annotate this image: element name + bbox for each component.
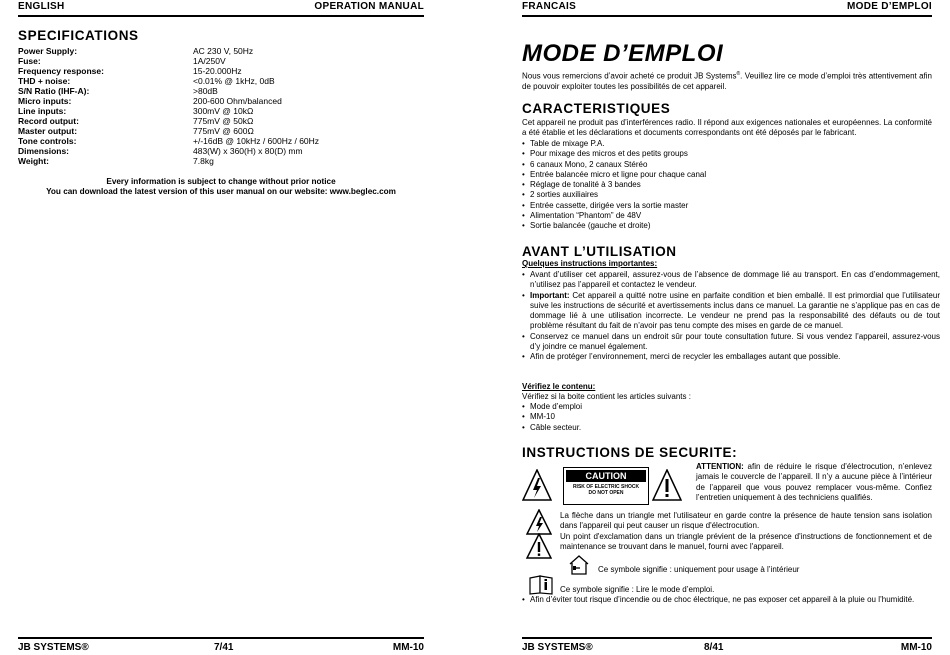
feature-item: • 2 sorties auxiliaires — [530, 190, 940, 200]
feature-item: • Sortie balancée (gauche et droite) — [530, 221, 940, 231]
high-voltage-triangle-icon — [526, 509, 552, 535]
exclamation-triangle-icon — [526, 533, 552, 559]
note-line-1: Every information is subject to change without prior notice — [106, 177, 336, 186]
content-item: • Câble secteur. — [530, 423, 940, 433]
arrow-triangle-text: La flèche dans un triangle met l'utilisateur en garde contre la présence de haute tension sans isolation dans l'appareil qui peut causer un risque d'électrocution. — [560, 511, 932, 531]
header-title: MODE D’EMPLOI — [846, 1, 932, 12]
footer-brand: JB SYSTEMS® — [18, 642, 89, 653]
verify-contents-heading: Vérifiez le contenu: — [522, 382, 596, 391]
right-page — [522, 0, 940, 654]
spec-row — [18, 46, 424, 56]
feature-item: • Pour mixage des micros et des petits groups — [530, 149, 940, 159]
left-page — [18, 0, 424, 654]
spec-value: 775mV @ 50kΩ — [193, 116, 254, 126]
page-header — [522, 1, 932, 17]
spec-value: 7.8kg — [193, 156, 214, 166]
feature-item: • Entrée cassette, dirigée vers la sortie master — [530, 201, 940, 211]
feature-item: • Réglage de tonalité à 3 bandes — [530, 180, 940, 190]
read-manual-text: Ce symbole signifie : Lire le mode d’emploi. — [560, 585, 715, 594]
exclamation-warning-icon — [652, 469, 682, 501]
read-manual-icon — [528, 575, 554, 595]
content-item: • MM-10 — [530, 412, 940, 422]
spec-row — [18, 86, 424, 96]
caution-do-not-open: DO NOT OPEN — [588, 490, 624, 496]
note-line-2: You can download the latest version of this user manual on our website: www.beglec.com — [46, 187, 396, 196]
spec-label: Fuse: — [18, 56, 41, 66]
spec-label: S/N Ratio (IHF-A): — [18, 86, 90, 96]
intro-paragraph — [522, 69, 932, 92]
important-instructions-heading: Quelques instructions importantes: — [522, 259, 658, 268]
footer-model: MM-10 — [900, 642, 932, 653]
page-header — [18, 1, 424, 17]
securite-title: INSTRUCTIONS DE SECURITE: — [522, 445, 738, 460]
verify-contents-text: Vérifiez si la boite contient les articles suivants : — [522, 392, 691, 401]
spec-row — [18, 56, 424, 66]
spec-value: +/-16dB @ 10kHz / 600Hz / 60Hz — [193, 136, 320, 146]
spec-row — [18, 156, 424, 166]
spec-label: Frequency response: — [18, 66, 104, 76]
intro-text-b: . Veuillez lire ce mode d’emploi très attentivement afin de pouvoir exploiter toutes les possibilités de cet appareil. — [522, 71, 932, 91]
footer-brand: JB SYSTEMS® — [522, 642, 593, 653]
attention-text: afin de réduire le risque d’électrocution, n’enlevez jamais le couvercle de l’appareil. Il n’y a aucune pièce à l’intérieur de l’appareil que vous pouvez remplacer vous-même. Confiez l’entretien uniquement à des techniciens qualifiés. — [696, 462, 932, 502]
spec-value: 15-20.000Hz — [193, 66, 242, 76]
spec-row — [18, 76, 424, 86]
spec-row — [18, 106, 424, 116]
spec-value: 775mV @ 600Ω — [193, 126, 254, 136]
page-title: MODE D’EMPLOI — [522, 40, 724, 67]
spec-label: Tone controls: — [18, 136, 77, 146]
caracteristiques-title: CARACTERISTIQUES — [522, 101, 671, 116]
spec-row — [18, 146, 424, 156]
spec-value: 1A/250V — [193, 56, 226, 66]
content-item: • Mode d’emploi — [530, 402, 940, 412]
indoor-use-text: Ce symbole signifie : uniquement pour usage à l’intérieur — [598, 565, 800, 574]
footer-page-number: 8/41 — [704, 642, 724, 653]
caution-risk-text: RISK OF ELECTRIC SHOCK — [572, 484, 640, 490]
spec-row — [18, 96, 424, 106]
spec-value: <0.01% @ 1kHz, 0dB — [193, 76, 275, 86]
specifications-table — [18, 46, 424, 166]
feature-item: • Table de mixage P.A. — [530, 139, 940, 149]
spec-row — [18, 136, 424, 146]
spec-label: Record output: — [18, 116, 79, 126]
feature-item: • Alimentation “Phantom” de 48V — [530, 211, 940, 221]
page-footer — [18, 637, 424, 655]
intro-text-a: Nous vous remercions d’avoir acheté ce produit JB Systems — [522, 71, 737, 81]
spec-label: Dimensions: — [18, 146, 70, 156]
spec-value: >80dB — [193, 86, 218, 96]
indoor-use-icon — [568, 555, 590, 575]
spec-label: Master output: — [18, 126, 78, 136]
instruction-item — [530, 291, 940, 332]
important-label: Important: — [530, 290, 570, 300]
caracteristiques-text: Cet appareil ne produit pas d’interférences radio. Il répond aux exigences nationales et européennes. La conformité a été établie et les déclarations et documents correspondants ont été déposés par le fabricant. — [522, 118, 932, 138]
spec-value: 300mV @ 10kΩ — [193, 106, 254, 116]
page-footer — [522, 637, 932, 655]
contents-list — [522, 402, 940, 433]
exclamation-triangle-text: Un point d'exclamation dans un triangle prévient de la présence d'instructions de fonctionnement et de maintenance se trouvant dans le manuel, fourni avec l'appareil. — [560, 532, 932, 552]
instruction-item: • Conservez ce manuel dans un endroit sûr pour toute consultation future. Si vous vendez l’appareil, assurez-vous d’y joindre ce manuel également. — [530, 332, 940, 353]
specifications-title: SPECIFICATIONS — [18, 28, 139, 43]
footer-page-number: 7/41 — [214, 642, 234, 653]
features-list — [522, 139, 940, 232]
spec-value: AC 230 V, 50Hz — [193, 46, 254, 56]
spec-label: Line inputs: — [18, 106, 67, 116]
feature-item: • 6 canaux Mono, 2 canaux Stéréo — [530, 160, 940, 170]
spec-label: Weight: — [18, 156, 50, 166]
final-warning-list — [522, 595, 940, 605]
spec-row — [18, 126, 424, 136]
instruction-item: • Afin de protéger l’environnement, merci de recycler les emballages autant que possible. — [530, 352, 940, 362]
instructions-list — [522, 270, 940, 363]
spec-label: Power Supply: — [18, 46, 78, 56]
instruction-item: • Avant d’utiliser cet appareil, assurez-vous de l’absence de dommage lié au transport. En cas d’endommagement, n’utilisez pas l’appareil et contactez le vendeur. — [530, 270, 940, 291]
avant-utilisation-title: AVANT L’UTILISATION — [522, 244, 677, 259]
spec-row — [18, 116, 424, 126]
electric-shock-warning-icon — [522, 469, 552, 501]
header-language: ENGLISH — [18, 1, 65, 12]
header-language: FRANCAIS — [522, 1, 577, 12]
header-title: OPERATION MANUAL — [314, 1, 424, 12]
spec-value: 483(W) x 360(H) x 80(D) mm — [193, 146, 303, 156]
spec-label: Micro inputs: — [18, 96, 72, 106]
attention-paragraph — [696, 462, 932, 503]
spec-value: 200-600 Ohm/balanced — [193, 96, 282, 106]
spec-row — [18, 66, 424, 76]
registered-mark: ® — [736, 71, 741, 77]
spec-label: THD + noise: — [18, 76, 71, 86]
attention-label: ATTENTION: — [696, 462, 744, 471]
caution-label — [563, 467, 649, 505]
final-warning-item: • Afin d’éviter tout risque d’incendie ou de choc électrique, ne pas exposer cet appareil à la pluie ou l’humidité. — [530, 595, 940, 605]
footer-model: MM-10 — [392, 642, 424, 653]
important-text: Cet appareil a quitté notre usine en parfaite condition et bien emballé. Il est primordial que l’utilisateur suive les instructions de sécurité et avertissements inclus dans ce manuel. La garantie ne s’applique pas en cas de dommage lié à une utilisation incorrecte. Le vendeur ne prend pas la responsabilité des défauts ou de tout problème résultant du fait de n’avoir pas tenu compte des mises en garde de ce manuel. — [530, 290, 940, 331]
feature-item: • Entrée balancée micro et ligne pour chaque canal — [530, 170, 940, 180]
caution-heading: CAUTION — [566, 470, 646, 482]
